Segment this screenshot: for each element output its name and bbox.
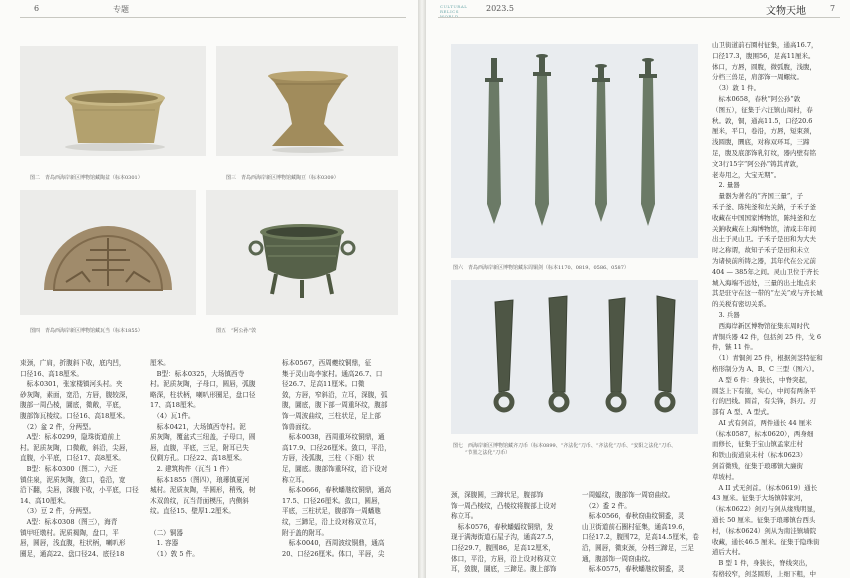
left-page-number: 6 <box>34 4 40 13</box>
caption-fig6: 图六 青岛西海岸新区博物馆藏东周铜剑（标本1170、0819、0586、0587） <box>453 265 629 271</box>
logo-line-2: RELICS <box>440 9 459 14</box>
photo-bronze-dui <box>206 190 398 315</box>
photo-bronze-swords <box>451 44 698 258</box>
photo-knife-coins <box>451 280 698 434</box>
section-title: 专题 <box>113 5 129 14</box>
text-column-1-lines: 束颈，广肩，折腹斜下收，底内凹， 口径16、高18厘米。 标本0301，张家楼镇河头村。夹 砂灰陶，素面，宽沿，方唇，腹较深， 腹部一周凸棱，圜底，微敞，平底， 腹部饰瓦棱纹。口径16、高18厘米。 （2）盆 2 件，分两型。 A型：标本0299，隐珠街道前上 村。泥质灰陶，口微敞，斜沿，尖唇， 直腹，小平底，口径17、高8厘米。 B型：标本0300（图二），六汪 镇住泉，泥质灰陶，敛口，卷沿，宽 沿下翻，尖唇，深腹下收，小平底，口径 14、高10厘米。 （3）豆 2 件，分两型。 A型：标本0308（图三），海青 镇甲旺墩村。泥质褐陶，盘口，平 唇，圆唇，浅直腹，柱状柄，喇叭形 圈足，通高22、盘口径24、底径18 <box>20 359 139 558</box>
lower-text-column-2 <box>582 490 706 578</box>
issue-number: 2023.5 <box>486 4 514 13</box>
lower-text-column-2-lines: 一周蝠纹，腹部饰一周窃曲纹。 （2）盉 2 件。 标本0566，春秋窃曲纹铜盉，灵 山卫街道前石圈村征集，通高19.6， 口径17.2，腹围72，足高14.5厘米，卷 沿，圆唇，微束颈，分档三蹄足，三足 通，腹部饰一周窃曲纹。 标本0575，春秋蟠虺纹铜盉，灵 <box>582 491 699 574</box>
caption-fig4: 图四 青岛西海岸新区博物馆藏瓦当（标本1855） <box>30 328 143 334</box>
photo-pottery-dou <box>216 46 398 156</box>
photo-roof-tile <box>20 190 196 315</box>
text-column-3-lines: 标本0567，西周夔纹铜鼎，征 集于灵山岛李家村。通高26.7、口 径26.7、足高11厘米。口微 敛，方唇，窄斜沿，立耳，深腹，弧 腹，圜底，腹下部一周重环纹，腹部 饰一周波曲纹，三柱状足，足上部 饰兽面纹。 标本0038，西周重环纹铜鼎，通 高17.9、口径26厘米。敛口，平沿， 方唇，浅弧腹，三柱（下细）状 足，圜底。腹部饰重环纹，沿下设对 称立耳。 标本0666，春秋蟠虺纹铜鼎，通高 17.5、口径26厘米。敛口，圆唇， 平底，三柱状足，腹部饰一周蟠虺 纹，三蹄足，沿上设对称双立耳， 附于盖的附耳。 标本0040，西周波纹铜鼎，通高 20、口径26厘米。体口，平唇，尖 <box>282 359 392 558</box>
caption-fig7-line1: 图七 西海岸新区博物馆藏齐刀币（标本0899、“齐法化”刀币、“齐法化”刀币、“安阳之法化”刀币、 <box>453 443 677 449</box>
right-page-number: 7 <box>830 4 836 13</box>
caption-fig2: 图二 青岛西海岸新区博物馆藏陶盆（标本0301） <box>30 175 143 181</box>
lower-text-column-1 <box>451 490 575 578</box>
header-rule <box>20 17 406 18</box>
lower-text-column-1-lines: 颈，深腹圆，三蹄状足，腹部饰 饰一周凸棱纹，凸棱纹将腹部上设对 称立耳。 标本0576，春秋蟠蝠纹铜鼎，发 现于满海街道石屋子沟，通高27.5， 口径29.7，腹围86，足高12厘米， 体口，平沿，方唇，沿上设对称双立 耳，敛腹，圜底，三蹄足。腹上部饰 <box>451 491 558 574</box>
text-column-3 <box>282 358 408 578</box>
header-rule <box>438 17 840 18</box>
caption-fig3: 图三 青岛西海岸新区博物馆藏陶豆（标本0309） <box>226 175 339 181</box>
caption-fig7-line2: “节墨之法化”刀币） <box>465 450 511 456</box>
text-column-2 <box>150 358 274 578</box>
right-page <box>426 0 850 578</box>
book-gutter <box>418 0 426 578</box>
brand-title: 文物天地 <box>766 6 806 17</box>
left-page <box>0 0 418 578</box>
caption-fig5: 图五 “阿公孙”敦 <box>216 328 257 334</box>
right-text-column-lines: 山卫街道前石圈村征集，通高16.7， 口径17.3，腹围56，足高11厘米。 体口，方唇，圆腹，微弧腹，浅腹， 分档三兽足，肩部饰一周螺纹。 （3）敦 1 件。 标本0658，春秋“阿公孙”敦 （图五），征集于六汪镇山周村，春 秋。敦，铜，通高11.5，口径20.6 厘米，平口，卷沿，方唇，短束颈， 浅圆腹，圜底，对称双环耳，三蹄 足，腹及底部饰乳钉纹，器内壁有铭 文3行15字“阿公孙”铸其青敦， 老寿用之，大宝无期”。 2. 量器 量器为著名的“齐国三量”，子 禾子釜、陈纯釜和左关鈉，子禾子釜 收藏在中国国家博物馆，陈纯釜和左 关鈉收藏在上海博物馆，清咸丰年间 出土于灵山卫。子禾子是田和为大夫 时之称谓，故知子禾子是田和未立 为诸侯前所铸之器，其年代在公元前 404 — 385年之间。灵山卫位于齐长 城入海端不远处，三量的出土地点来 其是驻守在这一带的“左关”或与齐长城 的关税有密切关系。 3. 兵器 西海岸新区博物馆征集东周时代 青铜兵器 42 件，包括剑 25 件，戈 6 件，镞 11 件。 （1）青铜剑 25 件，根据剑茎特征和 格形制分为 A、B、C 三型（图六）。 A 型 6 件：身狭长，中脊突起， 圆茎上下有箍，实心，中间有两条平 行的凹线。圆首，有尖锋，斜刃。刃 部有 A 型、A 型式。 AI 式有剑首，两件通长 44 厘米 （标本0587，标本0620），两身细 而修长，征集于宝山镇孟家庄村 和铁山街道泉末村（标本0623） 剑首微残，征集于琅琊镇大廉街 草坡村。 A II 式无剑首。（标本0619）通长 43 厘米。征集于大场镇韩家河， （标本0622）剑刃与剑从缘残明显， 通长 50 厘米。征集于琅琊镇台西头 村，（标本0624）剑从为南洼镇墙院 收藏，通长46.5 厘米。征集于隐珠街 道后大村。 B 型 1 件，身狭长，脊线突出， 有格较窄，剑茎圆形，上细下粗，中 <box>712 41 823 578</box>
right-text-column <box>712 40 842 578</box>
logo-line-1: CULTURAL <box>440 4 468 9</box>
text-column-2-lines: 厘米。 B型：标本0325，大场镇西寺 村。泥质灰陶，子母口，圆唇，弧腹 略深，柱状柄，喇叭形圈足，盘口径 17、高18厘米。 （4）瓦1件。 标本0421，大场镇西寺村。泥 质灰陶，覆盆式三纽盖，子母口，圆 唇，直腹，平底，三足，附耳已失 仅剩方孔。口径22、高18厘米。 2. 建筑构件（瓦当 1 件） 标本1855（图四），琅琊镇夏河 城村。泥质灰陶，半圆形，稍残，树 木双兽纹，瓦当背面模压，内侧斜 纹。直径15、壁厚1.2厘米。 （二）铜器 1. 容器 （1）敦 5 件。 <box>150 359 256 558</box>
text-column-1 <box>20 358 144 578</box>
photo-pottery-basin <box>20 46 206 156</box>
